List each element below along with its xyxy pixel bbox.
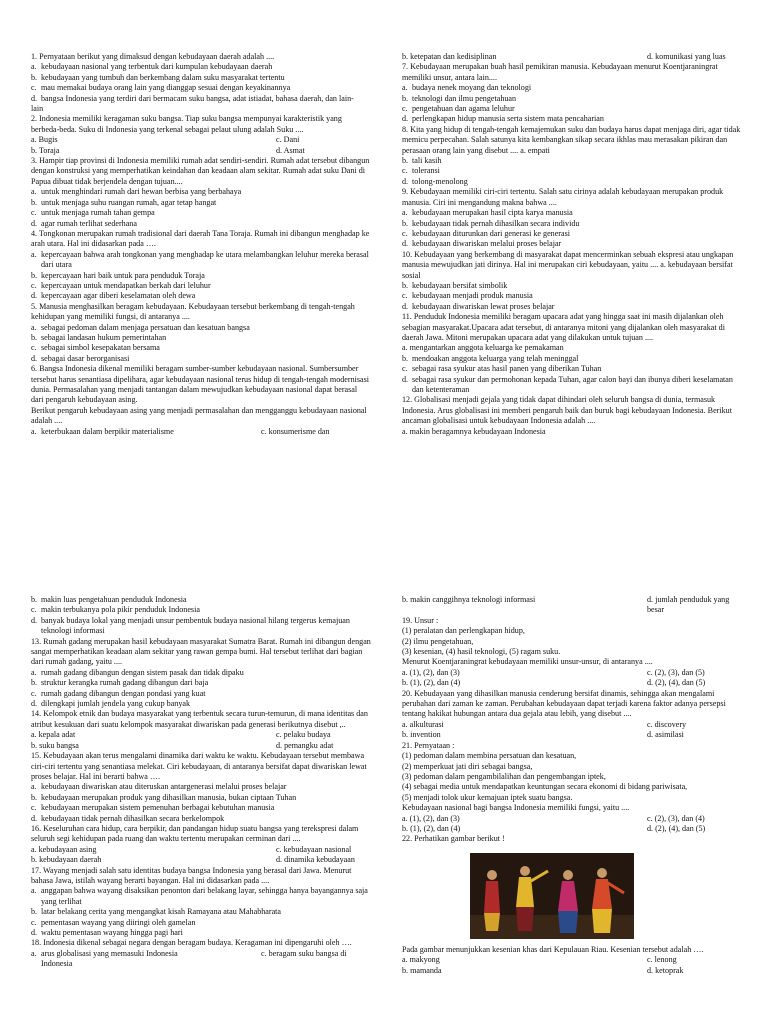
q19-row-2: b. (1), (2), dan (4) d. (2), (4), dan (5) [402,678,706,688]
q9-text: 9. Kebudayaan memiliki ciri-ciri tertentu. Salah satu cirinya adalah kebudayaan merupakan produk manusia. Ciri ini mengandung makna bahwa .... [402,187,724,207]
option: d. sebagai rasa syukur dan permohonan kepada Tuhan, agar calon bayi dan ibunya diberi keselamatan dan ketenteraman [402,374,733,394]
q16-text: 16. Keseluruhan cara hidup, cara berpikir, dan pandangan hidup suatu bangsa yang terekspresi dalam seluruh segi kehidupan pada ruang dan waktu tertentu merupakan cerminan dari .... [31,823,359,844]
option: c. rumah gadang dibangun dengan pondasi yang kuat [31,688,206,698]
q15-text: 15. Kebudayaan akan terus mengalami dinamika dari waktu ke waktu. Kebudayaan tersebut membawa ciri-ciri tertentu yang senantiasa melekat. Ciri kebudayaan, di antaranya bersifat dapat diwariskan lewat proses belajar. Hal ini berarti bahwa …. [31,751,367,781]
dance-performance-photo [470,853,634,939]
option: c. kebudayaan merupakan sistem pemenuhan berbagai kebutuhan manusia [31,803,275,813]
option: a. kebudayaan nasional yang terbentuk dari kumpulan kebudayaan daerah [31,62,273,72]
option: d. kepercayaan agar diberi keselamatan oleh dewa [31,291,196,301]
option: c. untuk menjaga rumah tahan gempa [31,208,155,218]
page2-right-column [402,595,742,976]
q12-option-a: a. makin beragamnya kebudayaan Indonesia [402,426,546,436]
q20-row-2: b. invention d. asimilasi [402,730,684,740]
q20-text: 20. Kebudayaan yang dihasilkan manusia cenderung bersifat dinamis, sehingga akan mengalami perubahan dari zaman ke zaman. Perubahan kebudayaan dapat terjadi karena faktor adanya persepsi tentang hakikat hubungan antara dua gejala atau lebih, yang disebut .... [402,688,726,719]
q2-row-1: a. Bugis c. Dani [31,135,300,145]
option: a. sebagai pedoman dalam menjaga persatuan dan kesatuan bangsa [31,322,250,332]
option: d. waktu pementasan wayang hingga pagi hari [31,928,183,937]
q20-row-1: a. alkulturasi c. discovery [402,719,687,729]
option: b. kebudayaan yang tumbuh dan berkembang dalam suku masyarakat tertentu [31,72,285,82]
option: c. sebagai rasa syukur atas hasil panen yang diberikan Tuhan [402,364,602,374]
q16-row-1: a. kebudayaan asing c. kebudayaan nasional [31,844,352,854]
option: b. kepercayaan hari baik untuk para penduduk Toraja [31,270,205,280]
q6-text: 6. Bangsa Indonesia dikenal memiliki beragam sumber-sumber kebudayaan nasional. Sumbersumber tersebut harus senantiasa dipelihara, agar kebudayaan nasional terus hidup di tengah-tengah modernisasi dunia. Permasalahan yang menjadi tantangan dalam mewujudkan kebudayaan nasional dapat berasal dari pengaruh kebudayaan asing. [31,364,370,405]
q19-row-1: a. (1), (2), dan (3) c. (2), (3), dan (5) [402,667,705,677]
q21-item: (2) memperkuat jati diri sebagai bangsa, [402,761,533,771]
option: a. budaya nenek moyang dan teknologi [402,83,532,93]
q11-text: 11. Penduduk Indonesia memiliki beragam upacara adat yang hingga saat ini masih dijalankan oleh sebagian masyarakat.Upacara adat tersebut, di antaranya mitoni yang dijalankan oleh masyarakat di daerah Jawa. Mitoni merupakan upacara adat yang dilakukan untuk tujuan .... [402,312,725,342]
option: d. kebudayaan tidak pernah dihasilkan secara berkelompok [31,813,225,823]
q6-row-top: b. ketepatan dan kedisiplinan d. komunikasi yang luas [402,52,726,61]
option: c. sebagai simbol kesepakatan bersama [31,343,160,353]
option: b. struktur kerangka rumah gadang dibangun dari baja [31,678,209,688]
option: b. tali kasih [402,156,442,166]
q14-text: 14. Kelompok etnik dan budaya masyarakat yang terbentuk secara turun-temurun, di mana identitas dan atribut kesukuan dari suatu kelompok masyarakat diwariskan pada generasi berikutnya disebut ,.. [31,709,368,729]
q21-item: (5) menjadi tolok ukur kemajuan iptek suatu bangsa. [402,792,573,802]
q5-text: 5. Manusia menghasilkan beragam kebudayaan. Kebudayaan tersebut berkembang di tengah-tengah kehidupan yang memiliki fungsi, di antaranya .... [31,301,355,322]
option: a. kebudayaan merupakan hasil cipta karya manusia [402,208,573,218]
q12-row-2: b. makin canggihnya teknologi informasi d. jumlah penduduk yang besar [402,595,730,615]
option: c. kebudayaan diturunkan dari generasi ke generasi [402,228,570,238]
q18-row-1: a. arus globalisasi yang memasuki Indonesia c. beragam suku bangsa di [31,948,347,958]
page2-left-column [31,595,371,970]
option: b. kebudayaan tidak pernah dihasilkan secara individu [402,218,580,228]
q2-row-2: b. Toraja d. Asmat [31,145,305,155]
option: b. mendoakan anggota keluarga yang telah meninggal [402,353,579,363]
option: d. kebudayaan diwariskan melalui proses belajar [402,239,562,249]
q19-text-2: Menurut Koentjaraningrat kebudayaan memiliki unsur-unsur, di antaranya .... [402,657,653,667]
option: d. kebudayaan diwariskan lewat proses belajar [402,301,555,311]
option: b. latar belakang cerita yang mengangkat kisah Ramayana atau Mahabharata [31,907,282,917]
q21-text-2: Kebudayaan nasional bagi bangsa Indonesia memiliki fungsi, yaitu .... [402,803,630,813]
q14-row-2: b. suku bangsa d. pemangku adat [31,740,334,750]
option: b. untuk menjaga suhu ruangan rumah, agar tetap hangat [31,197,217,207]
option: a. rumah gadang dibangun dengan sistem pasak dan tidak dipaku [31,667,244,677]
option: d. dilengkapi jumlah jendela yang cukup banyak [31,699,191,709]
option: d. sebagai dasar berorganisasi [31,353,130,363]
q6-row-1: a. keterbukaan dalam berpikir materialisme c. konsumerisme dan [31,426,330,436]
option: c. toleransi [402,166,440,176]
option: a. kepercayaan bahwa arah tongkonan yang menghadap ke utara melambangkan leluhur mereka berasal dari utara [31,249,369,270]
q22-row-2: b. mamanda d. ketoprak [402,965,684,975]
q22-row-1: a. makyong c. lenong [402,955,677,965]
q19-item: (1) peralatan dan perlengkapan hidup, [402,626,525,636]
option: c. mau memakai budaya orang lain yang dianggap sesuai dengan keyakinannya [31,83,291,93]
q17-text: 17. Wayang menjadi salah satu identitas budaya bangsa Indonesia yang berasal dari Jawa. Menurut bahasa Jawa, istilah wayang berarti bayangan. Hal ini didasarkan pada .... [31,865,352,885]
q18-continuation: Indonesia [41,959,73,969]
q4-text: 4. Tongkonan merupakan rumah tradisional dari daerah Tana Toraja. Rumah ini dibangun menghadap ke arah utara. Hal ini didasarkan pada …. [31,228,370,249]
option: c. makin terbukanya pola pikir penduduk Indonesia [31,605,200,615]
q1-tail: lain [31,104,44,114]
q22-caption: Pada gambar menunjukkan kesenian khas dari Kepulauan Riau. Kesenian tersebut adalah …. [402,944,704,954]
option: a. anggapan bahwa wayang disaksikan penonton dari belakang layar, sehingga hanya bayangannya saja yang terlihat [31,886,368,906]
q21-row-2: b. (1), (2), dan (4) d. (2), (4), dan (5) [402,823,706,833]
option: c. kebudayaan menjadi produk manusia [402,291,533,301]
q12-text: 12. Globalisasi menjadi gejala yang tidak dapat dihindari oleh seluruh bangsa di dunia, termasuk Indonesia. Arus globalisasi ini memberi pengaruh baik dan buruk bagi kebudayaan Indonesia. Berikut ancaman globalisasi untuk kebudayaan Indonesia adalah .... [402,395,732,426]
option: a. kebudayaan diwariskan atau diteruskan antargenerasi melalui proses belajar [31,782,287,792]
q21-item: (3) pedoman dalam pengambilalihan dan pengembangan iptek, [402,771,606,781]
q16-row-2: b. kebudayaan daerah d. dinamika kebudayaan [31,855,355,865]
q8-text: 8. Kita yang hidup di tengah-tengah kemajemukan suku dan budaya harus dapat menjaga diri, agar tidak memicu perpecahan. Salah satunya kita kembangkan sikap secara ikhlas mau merasakan pikiran dan perasaan orang lain yang disebut .... a. empati [402,124,741,155]
option: d. bangsa Indonesia yang terdiri dari bermacam suku bangsa, adat istiadat, bahasa daerah, dan lain- [31,93,354,103]
q2-text: 2. Indonesia memiliki keragaman suku bangsa. Tiap suku bangsa mempunyai karakteristik yang berbeda-beda. Suku di Indonesia yang terkenal sebagai pelaut ulung adalah Suku .... [31,114,342,134]
q13-text: 13. Rumah gadang merupakan hasil kebudayaan masyarakat Sumatra Barat. Rumah ini dibangun dengan sangat memperhatikan keadaan alam sekitar yang rawan gempa bumi. Hal tersebut terlihat dari bagian dari rumah gadang, yaitu .... [31,636,371,667]
page1-left-column [31,52,371,437]
q22-text: 22. Perhatikan gambar berikut ! [402,834,505,844]
option: c. pementasan wayang yang diiringi oleh gamelan [31,917,196,927]
q21-item: (4) sebagai media untuk mendapatkan keuntungan secara ekonomi di bidang pariwisata, [402,782,688,792]
option: b. kebudayaan bersifat simbolik [402,280,508,290]
q21-item: (1) pedoman dalam membina persatuan dan kesatuan, [402,751,577,761]
option: b. sebagai landasan hukum pemerintahan [31,332,167,342]
page1-right-column [402,52,742,437]
q3-text: 3. Hampir tiap provinsi di Indonesia memiliki rumah adat sendiri-sendiri. Rumah adat tersebut dibangun dengan konstruksi yang memperhatikan keindahan dan keadaan alam sekitar. Rumah adat suku Dani di Papua dibuat tidak berjendela dengan tujuan.... [31,156,370,186]
q10-text: 10. Kebudayaan yang berkembang di masyarakat dapat mencerminkan sebuah ekspresi atau ungkapan manusia mewujudkan jati dirinya. Hal ini merupakan ciri kebudayaan, yaitu .... a. kebudayaan bersifat sosial [402,249,734,280]
q18-text: 18. Indonesia dikenal sebagai negara dengan beragam budaya. Keragaman ini dipengaruhi oleh …. [31,938,352,948]
option: b. makin luas pengetahuan penduduk Indonesia [31,595,187,604]
option: c. pengetahuan dan agama leluhur [402,104,515,114]
option: d. perlengkapan hidup manusia serta sistem mata pencaharian [402,114,604,124]
option: b. kebudayaan merupakan produk yang dihasilkan manusia, bukan ciptaan Tuhan [31,792,297,802]
q19-item: (3) kesenian, (4) hasil teknologi, (5) ragam suku. [402,647,561,657]
option: b. teknologi dan ilmu pengetahuan [402,93,517,103]
q7-text: 7. Kebudayaan merupakan buah hasil pemikiran manusia. Kebudayaan menurut Koentjaraningrat memiliki unsur, antara lain.... [402,62,718,82]
option: a. untuk menghindari rumah dari hewan berbisa yang berbahaya [31,187,242,197]
q21-text: 21. Pernyataan : [402,740,455,750]
option: c. kepercayaan untuk mendapatkan berkah dari leluhur [31,280,211,290]
option: d. tolong-menolong [402,176,468,186]
q19-text: 19. Unsur : [402,615,439,625]
q1-options [31,62,371,104]
q21-row-1: a. (1), (2), dan (3) c. (2), (3), dan (4) [402,813,705,823]
q11-option-a: a. mengantarkan anggota keluarga ke pemakaman [402,343,564,353]
q14-row-1: a. kepala adat c. pelaku budaya [31,730,331,740]
option: d. agar rumah terlihat sederhana [31,218,137,228]
q6-text-2: Berikut pengaruh kebudayaan asing yang menjadi permasalahan dan mengganggu kebudayaan nasional adalah .... [31,405,367,426]
q19-item: (2) ilmu pengetahuan, [402,636,474,646]
q1-text: 1. Pernyataan berikut yang dimaksud dengan kebudayaan daerah adalah .... [31,52,275,61]
option: d. banyak budaya lokal yang menjadi unsur pembentuk budaya nasional hilang tergerus kemajuan teknologi informasi [31,615,350,636]
